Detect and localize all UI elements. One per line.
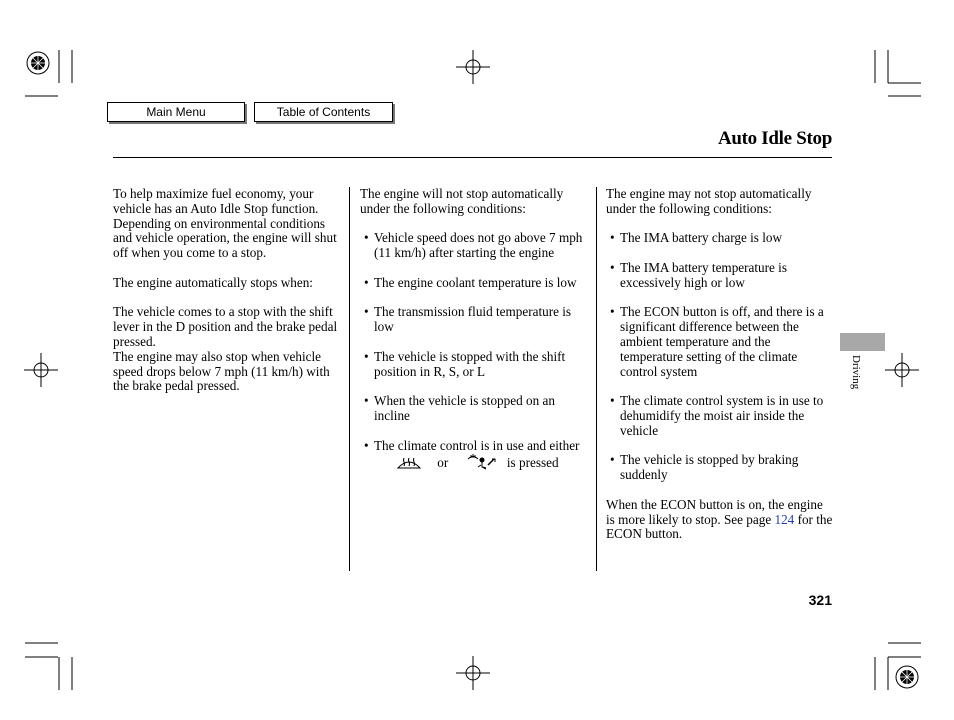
list-item: • The vehicle is stopped with the shift position in R, S, or L [360,350,588,380]
list-item: • The IMA battery charge is low [606,231,834,246]
climate-control-item [360,439,588,476]
climate-text-or: or [437,455,449,471]
will-not-stop-list [360,231,588,475]
econ-note [606,498,834,542]
section-tab-marker [840,333,885,351]
list-item: • The IMA battery temperature is excessively high or low [606,261,834,291]
list-item: • When the vehicle is stopped on an incline [360,394,588,424]
list-item: • The ECON button is off, and there is a significant difference between the ambient temperature and the temperature setting of the climate control system [606,305,834,379]
list-item: • The engine coolant temperature is low [360,276,588,291]
main-menu-button[interactable]: Main Menu [107,102,245,122]
middle-column [360,187,588,490]
stops-when-paragraph: The engine automatically stops when: [113,274,313,290]
list-item: • Vehicle speed does not go above 7 mph (11 km/h) after starting the engine [360,231,588,261]
title-rule [113,157,832,158]
section-tab-label: Driving [850,355,862,390]
left-column [113,187,343,409]
also-stop-paragraph: The engine may also stop when vehicle speed drops below 7 mph (11 km/h) with the brake pedal pressed. [113,348,330,394]
econ-page-link[interactable]: 124 [774,511,795,527]
column-divider-2 [596,187,597,571]
list-item: • The vehicle is stopped by braking suddenly [606,453,834,483]
right-column [606,187,834,557]
front-defrost-icon [396,454,422,474]
climate-text-b: is pressed [506,455,559,471]
column-divider-1 [349,187,350,571]
climate-text-a: The climate control is in use and either [374,437,580,453]
list-item: • The climate control system is in use to dehumidify the moist air inside the vehicle [606,394,834,438]
econ-note-text-b: for the ECON button. [606,511,833,542]
intro-paragraph: To help maximize fuel economy, your vehicle has an Auto Idle Stop function. Depending on environmental conditions and vehicle operation, the engine will shut off when you come to a stop. [113,186,337,261]
list-item: • The transmission fluid temperature is low [360,305,588,335]
will-not-stop-intro: The engine will not stop automatically under the following conditions: [360,186,564,216]
table-of-contents-button[interactable]: Table of Contents [254,102,393,122]
defrost-airflow-icon [466,453,498,475]
may-not-stop-intro: The engine may not stop automatically under the following conditions: [606,186,812,216]
stop-condition-paragraph: The vehicle comes to a stop with the shift lever in the D position and the brake pedal pressed. [113,304,338,349]
econ-note-text-a: When the ECON button is on, the engine is more likely to stop. See page [606,496,823,527]
page-title: Auto Idle Stop [717,128,832,149]
page-number: 321 [808,592,832,608]
may-not-stop-list [606,231,834,483]
